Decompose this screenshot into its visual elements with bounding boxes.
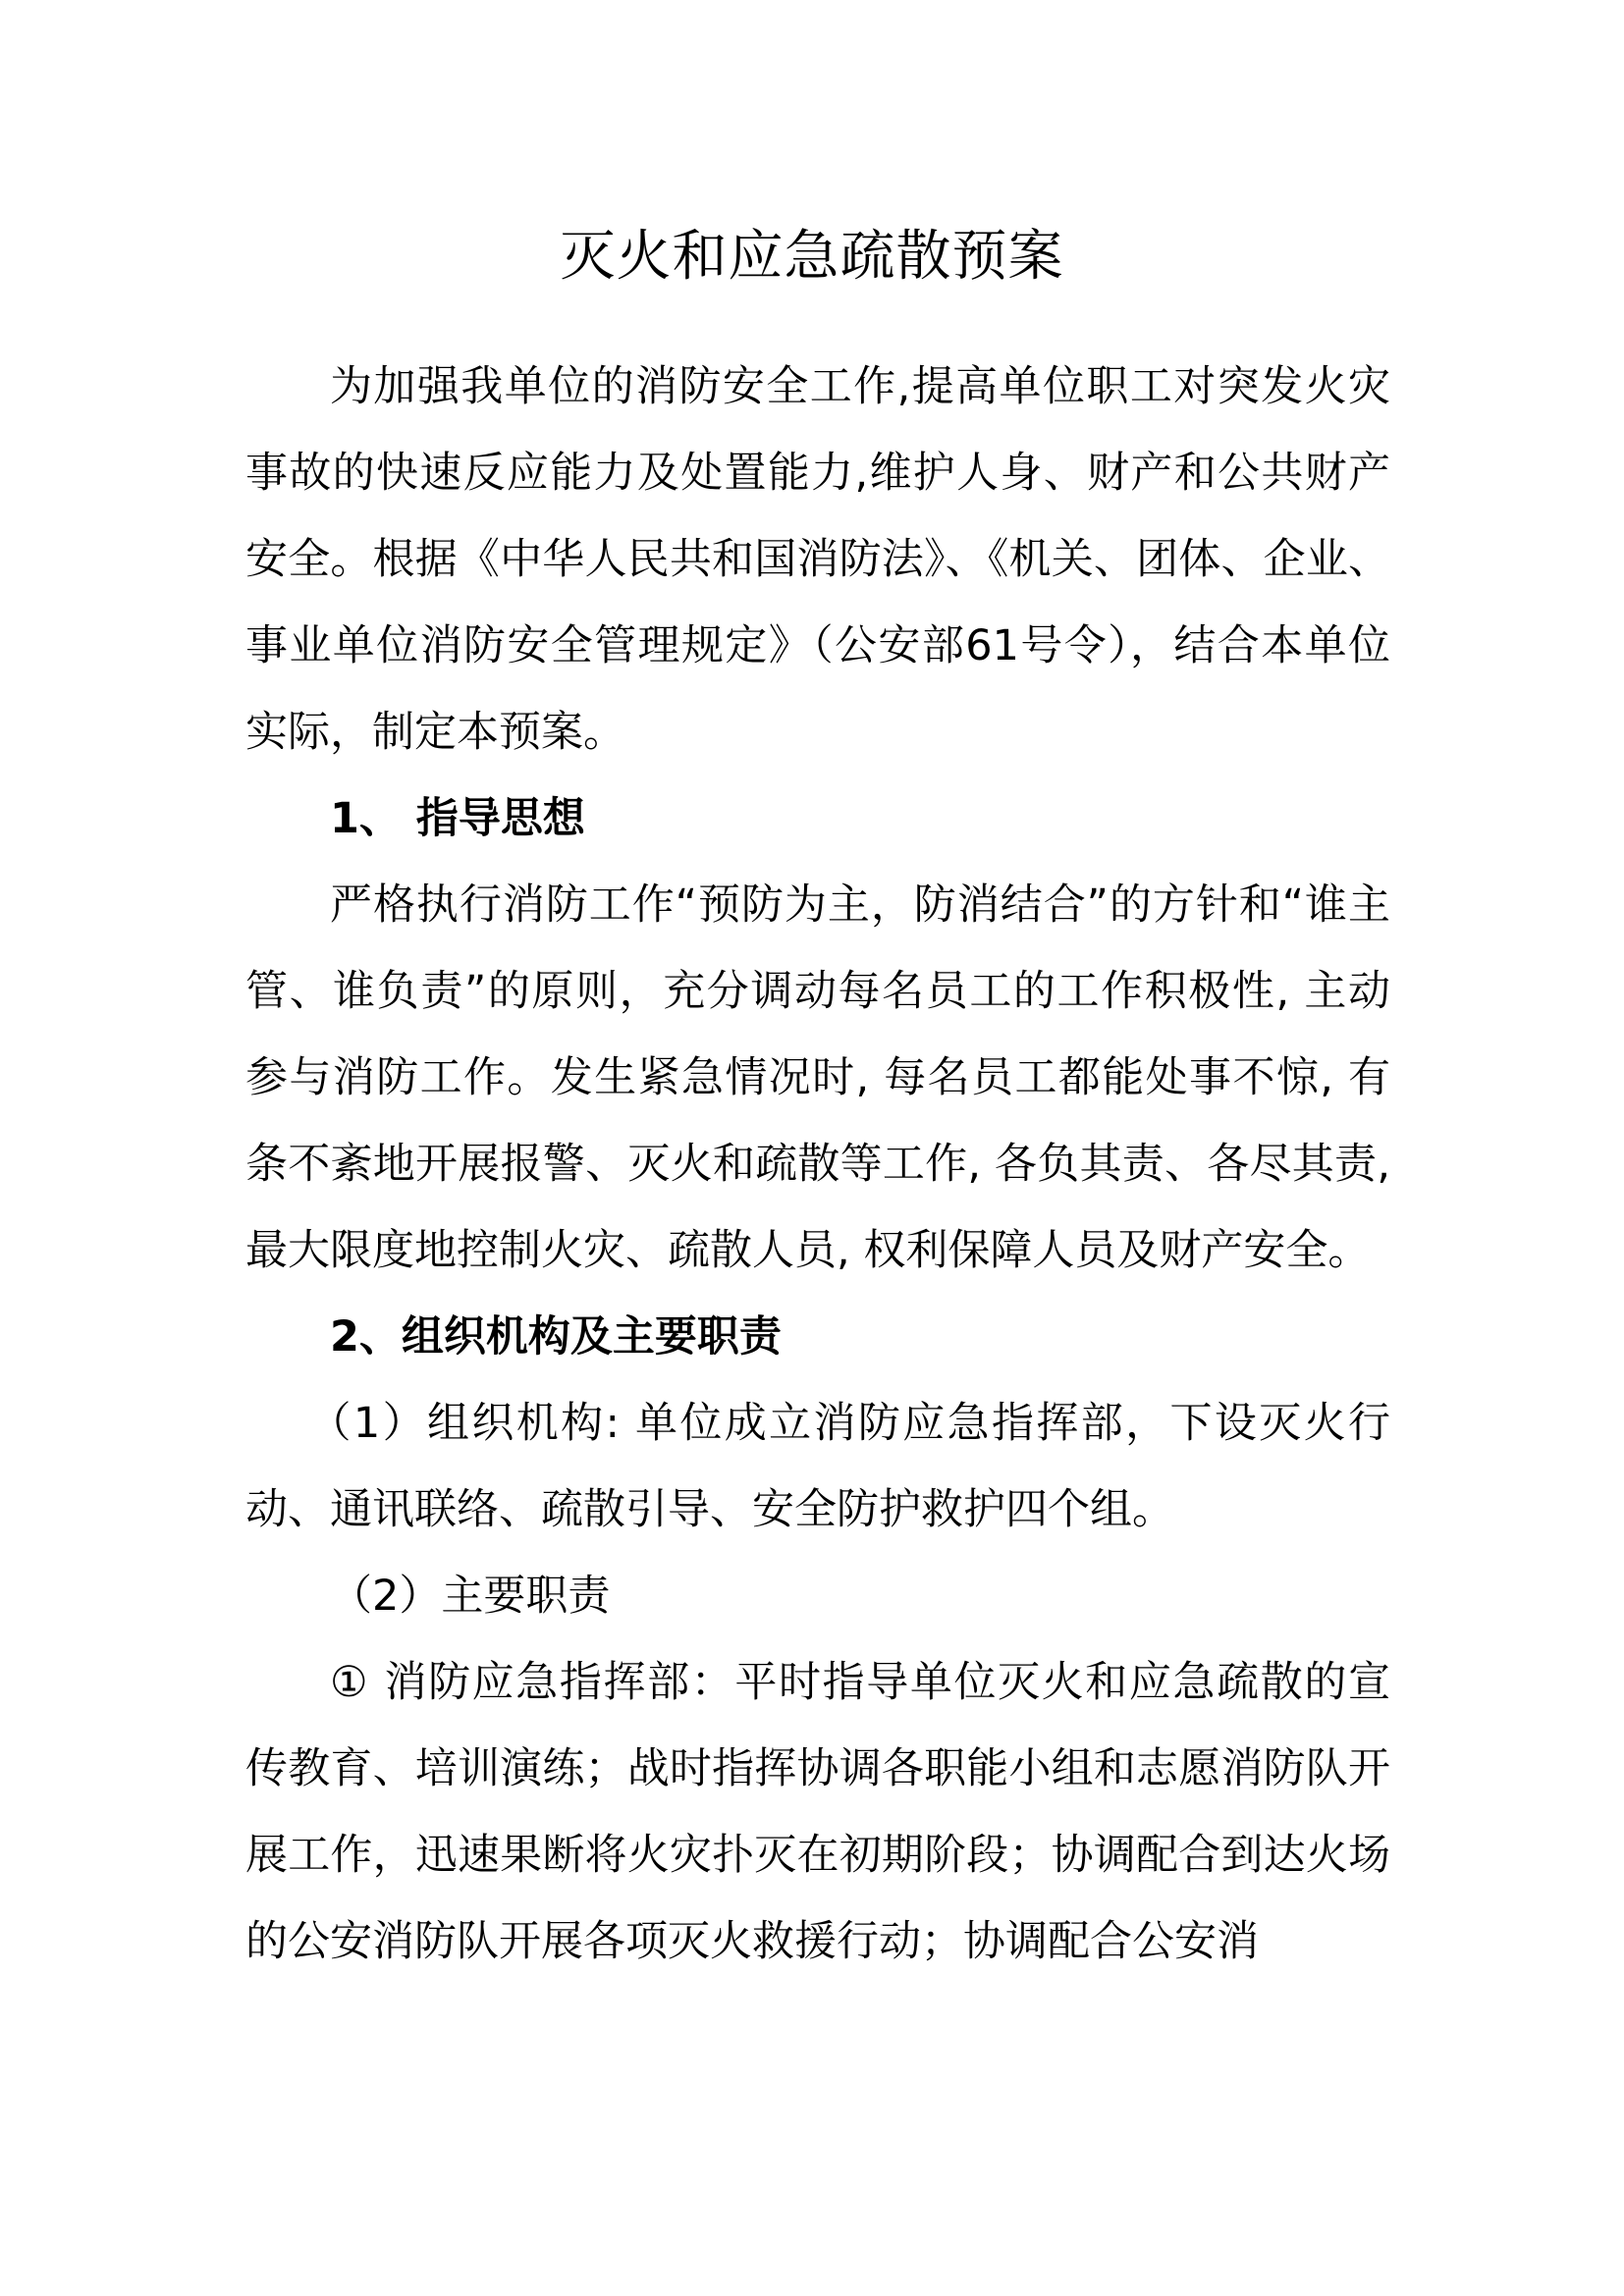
section-2-duty-1-paragraph: ① 消防应急指挥部：平时指导单位灭火和应急疏散的宣传教育、培训演练；战时指挥协调各职能小组和志愿消防队开展工作，迅速果断将火灾扑灭在初期阶段；协调配合到达火场的公安消防队开展各项灭火救援行动；协调配合公安消	[245, 1658, 1390, 1966]
document-title: 灭火和应急疏散预案	[560, 225, 1064, 289]
section-1-heading: 1、 指导思想	[330, 794, 585, 843]
intro-paragraph: 为加强我单位的消防安全工作,提高单位职工对突发火灾事故的快速反应能力及处置能力,维护人身、财产和公共财产安全。根据《中华人民共和国消防法》、《机关、团体、企业、事业单位消防安全管理规定》（公安部61号令），结合本单位实际，制定本预案。	[245, 362, 1390, 757]
section-2-org-paragraph: （1）组织机构: 单位成立消防应急指挥部，下设灭火行动、通讯联络、疏散引导、安全防护救护四个组。	[245, 1399, 1390, 1534]
section-1-paragraph: 严格执行消防工作“预防为主，防消结合”的方针和“谁主管、谁负责”的原则，充分调动每名员工的工作积极性, 主动参与消防工作。发生紧急情况时, 每名员工都能处事不惊, 有条不紊地开展报警、灭火和疏散等工作, 各负其责、各尽其责, 最大限度地控制火灾、疏散人员, 权利保障人员及财产安全。	[245, 881, 1390, 1275]
section-2-heading: 2、组织机构及主要职责	[330, 1312, 782, 1362]
document-body	[245, 344, 1390, 1985]
section-2-duties-heading: （2）主要职责	[330, 1572, 611, 1621]
